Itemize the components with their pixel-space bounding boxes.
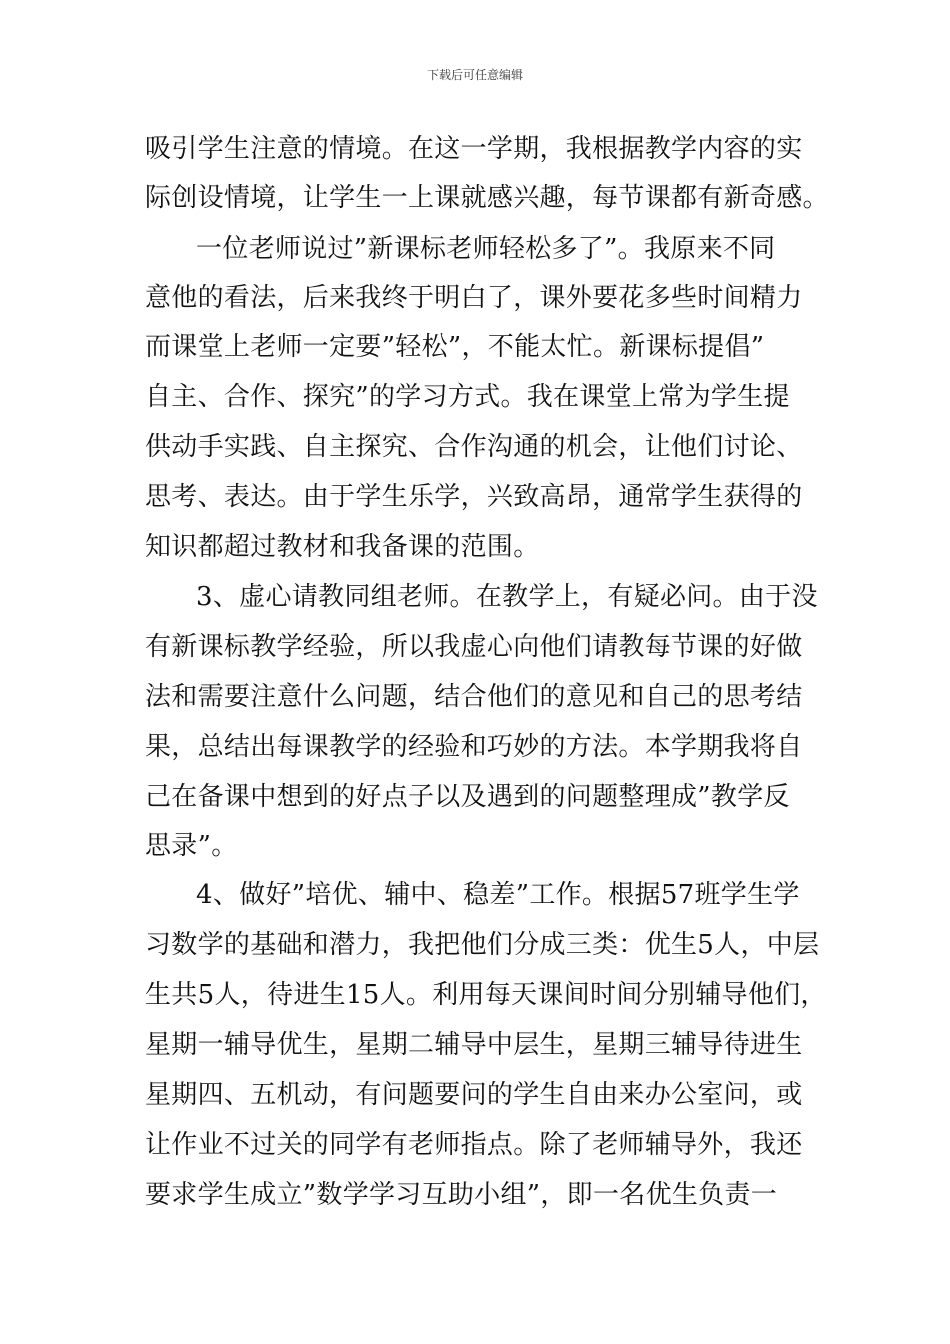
page-header-note: 下载后可任意编辑: [426, 68, 523, 82]
body-text-line: 际创设情境，让学生一上课就感兴趣，每节课都有新奇感。: [145, 183, 829, 213]
body-text-line: 让作业不过关的同学有老师指点。除了老师辅导外，我还: [145, 1130, 803, 1160]
body-text-line: 法和需要注意什么问题，结合他们的意见和自己的思考结: [145, 682, 803, 712]
paragraph-first-line: 3、虚心请教同组老师。在教学上，有疑必问。由于没: [196, 582, 818, 612]
body-text-line: 思录”。: [145, 831, 238, 861]
body-text-line: 生共5人，待进生15人。利用每天课间时间分别辅导他们，: [145, 980, 827, 1010]
body-text-line: 知识都超过教材和我备课的范围。: [145, 532, 540, 562]
body-text-line: 要求学生成立”数学学习互助小组”，即一名优生负责一: [145, 1180, 778, 1210]
body-text-line: 星期一辅导优生，星期二辅导中层生，星期三辅导待进生: [145, 1030, 803, 1060]
body-text-line: 习数学的基础和潜力，我把他们分成三类：优生5人，中层: [145, 930, 820, 960]
body-text-line: 供动手实践、自主探究、合作沟通的机会，让他们讨论、: [145, 432, 803, 462]
body-text-line: 自主、合作、探究”的学习方式。我在课堂上常为学生提: [145, 382, 790, 412]
body-text-line: 果，总结出每课教学的经验和巧妙的方法。本学期我将自: [145, 732, 803, 762]
body-text-line: 而课堂上老师一定要”轻松”，不能太忙。新课标提倡”: [145, 332, 765, 362]
body-text-line: 星期四、五机动，有问题要问的学生自由来办公室问，或: [145, 1080, 803, 1110]
body-text-line: 吸引学生注意的情境。在这一学期，我根据教学内容的实: [145, 134, 803, 164]
body-text-line: 意他的看法，后来我终于明白了，课外要花多些时间精力: [145, 283, 803, 313]
paragraph-first-line: 一位老师说过”新课标老师轻松多了”。我原来不同: [196, 234, 776, 264]
body-text-line: 有新课标教学经验，所以我虚心向他们请教每节课的好做: [145, 632, 803, 662]
body-text-line: 己在备课中想到的好点子以及遇到的问题整理成”教学反: [145, 782, 790, 812]
paragraph-first-line: 4、做好”培优、辅中、稳差”工作。根据57班学生学: [196, 880, 800, 910]
body-text-line: 思考、表达。由于学生乐学，兴致高昂，通常学生获得的: [145, 482, 803, 512]
